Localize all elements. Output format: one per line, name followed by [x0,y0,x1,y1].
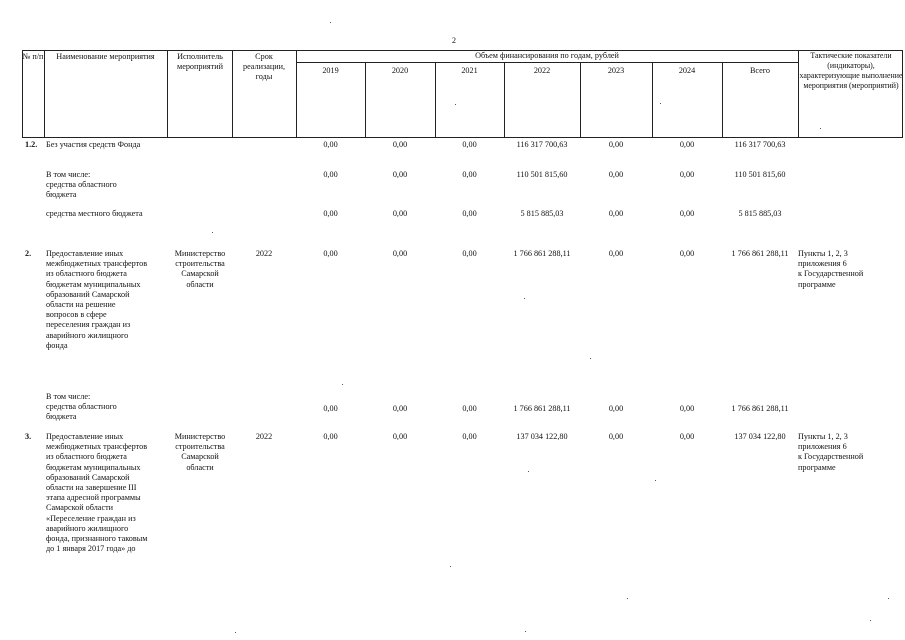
header-term: Срок реализации, годы [242,52,286,81]
header-year-2022: 2022 [533,66,551,75]
row-value: 0,00 [323,432,338,441]
header-funding-group: Объем финансирования по годам, рублей [475,51,619,60]
header-year-2020: 2020 [391,66,409,75]
row-value: 1 766 861 288,11 [513,249,571,258]
row-value: 0,00 [679,432,695,441]
row-executor: Министерство строительства Самарской области [174,249,226,289]
row-value: 0,00 [462,140,477,149]
row-indicators: Пункты 1, 2, 3 приложения 6 к Государственной программе [798,249,864,289]
row-term: 2022 [255,432,273,441]
row-value: 0,00 [323,140,338,149]
row-value: 0,00 [392,209,408,218]
row-value: 0,00 [679,170,695,179]
row-name: Предоставление иных межбюджетных трансфертов из областного бюджета бюджетам муниципальных образований Самарской области на завершение III этапа адресной программы Самарской области «Переселение граждан из аварийного жилищного фонда, признанного таковым до 1 января 2017 года» до [46,432,148,554]
row-value: 1 766 861 288,11 [513,404,571,413]
row-term: 2022 [255,249,273,258]
row-value: 110 501 815,60 [516,170,568,179]
header-year-2023: 2023 [607,66,625,75]
row-value: 0,00 [608,432,624,441]
row-number: 2. [25,249,32,258]
header-year-2021: 2021 [461,66,478,75]
row-total-value: 1 766 861 288,11 [731,404,789,413]
row-executor: Министерство строительства Самарской области [174,432,226,472]
row-value: 0,00 [608,249,624,258]
row-value: 0,00 [392,140,408,149]
row-value: 0,00 [392,404,408,413]
row-total-value: 110 501 815,60 [734,170,786,179]
row-total-value: 5 815 885,03 [738,209,782,218]
header-executor: Исполнитель мероприятий [177,52,223,71]
row-name: Предоставление иных межбюджетных трансфертов из областного бюджета бюджетам муниципальных образований Самарской области на решение вопросов в сфере переселения граждан из аварийного жилищного фонда [46,249,148,350]
header-num: № п/п [22,52,44,61]
row-value: 0,00 [608,170,624,179]
row-value: 0,00 [608,209,624,218]
page-number: 2 [452,36,456,45]
row-value: 0,00 [462,209,477,218]
row-indicators: Пункты 1, 2, 3 приложения 6 к Государственной программе [798,432,864,472]
row-value: 0,00 [679,404,695,413]
row-value: 0,00 [608,404,624,413]
row-value: 0,00 [323,249,338,258]
row-number: 1.2. [25,140,38,149]
header-year-2019: 2019 [322,66,339,75]
row-value: 0,00 [392,249,408,258]
header-total: Всего [749,66,771,75]
header-year-2024: 2024 [678,66,696,75]
row-total-value: 116 317 700,63 [734,140,786,149]
row-value: 0,00 [462,170,477,179]
row-total-value: 1 766 861 288,11 [731,249,789,258]
row-value: 116 317 700,63 [516,140,568,149]
row-name: В том числе: средства областного бюджета [46,170,117,200]
row-value: 0,00 [462,404,477,413]
row-value: 0,00 [392,432,408,441]
row-value: 0,00 [679,249,695,258]
header-indicators: Тактические показатели (индикаторы), характеризующие выполнение мероприятия (мероприятий) [799,51,903,90]
row-value: 0,00 [608,140,624,149]
row-value: 0,00 [323,404,338,413]
row-value: 0,00 [392,170,408,179]
row-value: 0,00 [323,170,338,179]
row-value: 0,00 [462,432,477,441]
row-value: 0,00 [323,209,338,218]
row-value: 5 815 885,03 [520,209,564,218]
row-value: 137 034 122,80 [516,432,568,441]
row-value: 0,00 [679,209,695,218]
row-name: средства местного бюджета [46,209,143,218]
header-name: Наименование мероприятия [56,52,155,61]
row-value: 0,00 [462,249,477,258]
row-total-value: 137 034 122,80 [734,432,786,441]
row-name: В том числе: средства областного бюджета [46,392,117,422]
row-number: 3. [25,432,32,441]
row-value: 0,00 [679,140,695,149]
row-name: Без участия средств Фонда [46,140,141,149]
